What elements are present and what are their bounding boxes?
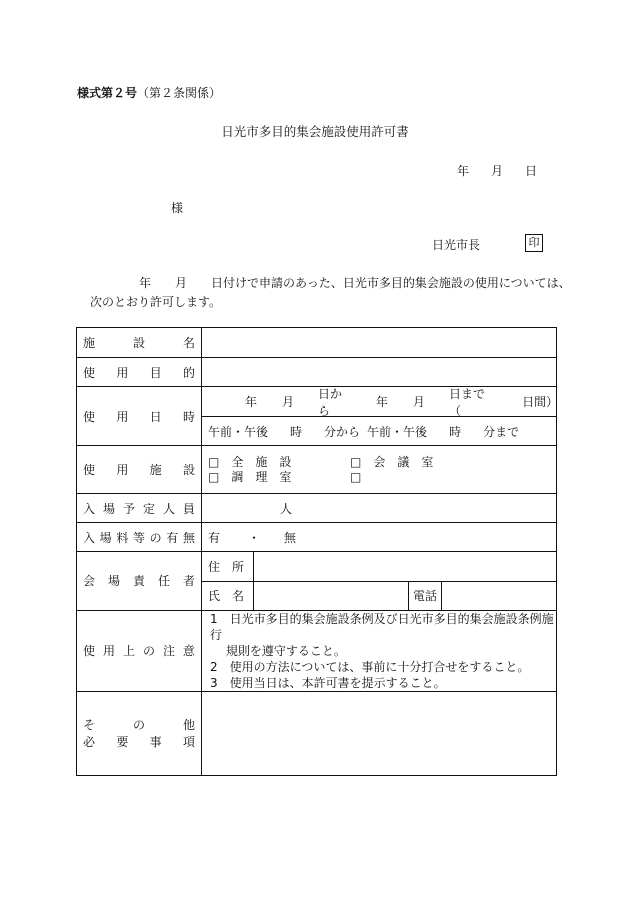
facility-used-options (202, 446, 557, 494)
permit-table (76, 327, 557, 776)
time-range-row: 午前・午後 時 分から 午前・午後 時 分まで (208, 424, 520, 439)
label-text: 使 用 日 時 (83, 409, 195, 424)
checkbox-all-facilities[interactable]: □ 全 施 設 (208, 454, 292, 469)
issue-date: 年 月 日 (457, 164, 538, 178)
form-number: 様式第２号（第２条関係） (77, 86, 222, 100)
body-line-2: 次のとおり許可します。 (90, 295, 222, 309)
name-value[interactable] (254, 582, 409, 610)
manager-fields (202, 552, 557, 611)
notes-text (202, 610, 557, 691)
label-text: 入 場 料 等 の 有 無 (83, 530, 195, 545)
checkbox-kitchen[interactable]: □ 調 理 室 (208, 469, 292, 484)
label-notes (77, 610, 202, 691)
note-2: 2 使用の方法については、事前に十分打合せをすること。 (210, 659, 530, 674)
label-text: 使 用 上 の 注 意 (83, 644, 195, 658)
label-attendees (77, 494, 202, 523)
label-text: 会 場 責 任 者 (83, 574, 195, 589)
document-title: 日光市多目的集会施設使用許可書 (221, 124, 409, 139)
fee-value[interactable]: 有 ・ 無 (202, 523, 557, 552)
addressee-suffix: 様 (171, 201, 184, 215)
label-name: 氏 名 (202, 582, 254, 610)
label-purpose (77, 358, 202, 387)
label-text: そ の 他 (83, 718, 195, 732)
datetime-value[interactable] (202, 387, 557, 446)
label-text: 使 用 施 設 (83, 463, 195, 477)
purpose-value[interactable] (202, 358, 557, 387)
label-manager (77, 552, 202, 611)
label-text: 使 用 目 的 (83, 365, 195, 380)
date-range-row: 年 月 日から 年 月 日まで（ 日間） (202, 387, 556, 417)
other-value[interactable] (202, 691, 557, 775)
facility-name-value[interactable] (202, 328, 557, 358)
label-fee (77, 523, 202, 552)
label-text: 施 設 名 (83, 336, 195, 350)
label-address: 住 所 (202, 552, 254, 581)
seal-stamp: 印 (525, 234, 543, 252)
label-datetime (77, 387, 202, 446)
note-1a: 1 日光市多目的集会施設条例及び日光市多目的集会施設条例施行 (210, 611, 554, 642)
attendees-value[interactable]: 人 (202, 494, 557, 523)
label-facility-name (77, 328, 202, 358)
label-phone: 電話 (409, 582, 442, 610)
checkbox-other[interactable]: □ (350, 469, 362, 484)
body-line-1: 年 月 日付けで申請のあった、日光市多目的集会施設の使用については、 (139, 276, 571, 290)
manager-inner-table (202, 552, 556, 582)
facility-checkboxes (202, 455, 556, 485)
label-text: 必 要 事 項 (83, 735, 195, 749)
label-other (77, 691, 202, 775)
label-text: 入 場 予 定 人 員 (83, 501, 195, 516)
issuer-name: 日光市長 (432, 238, 481, 252)
label-facility-used (77, 446, 202, 494)
note-3: 3 使用当日は、本許可書を提示すること。 (210, 675, 446, 690)
phone-value[interactable] (442, 582, 556, 610)
address-value[interactable] (254, 552, 557, 581)
name-phone-row (202, 582, 556, 610)
checkbox-meeting-room[interactable]: □ 会 議 室 (350, 454, 434, 469)
note-1b: 規則を遵守すること。 (210, 643, 346, 658)
